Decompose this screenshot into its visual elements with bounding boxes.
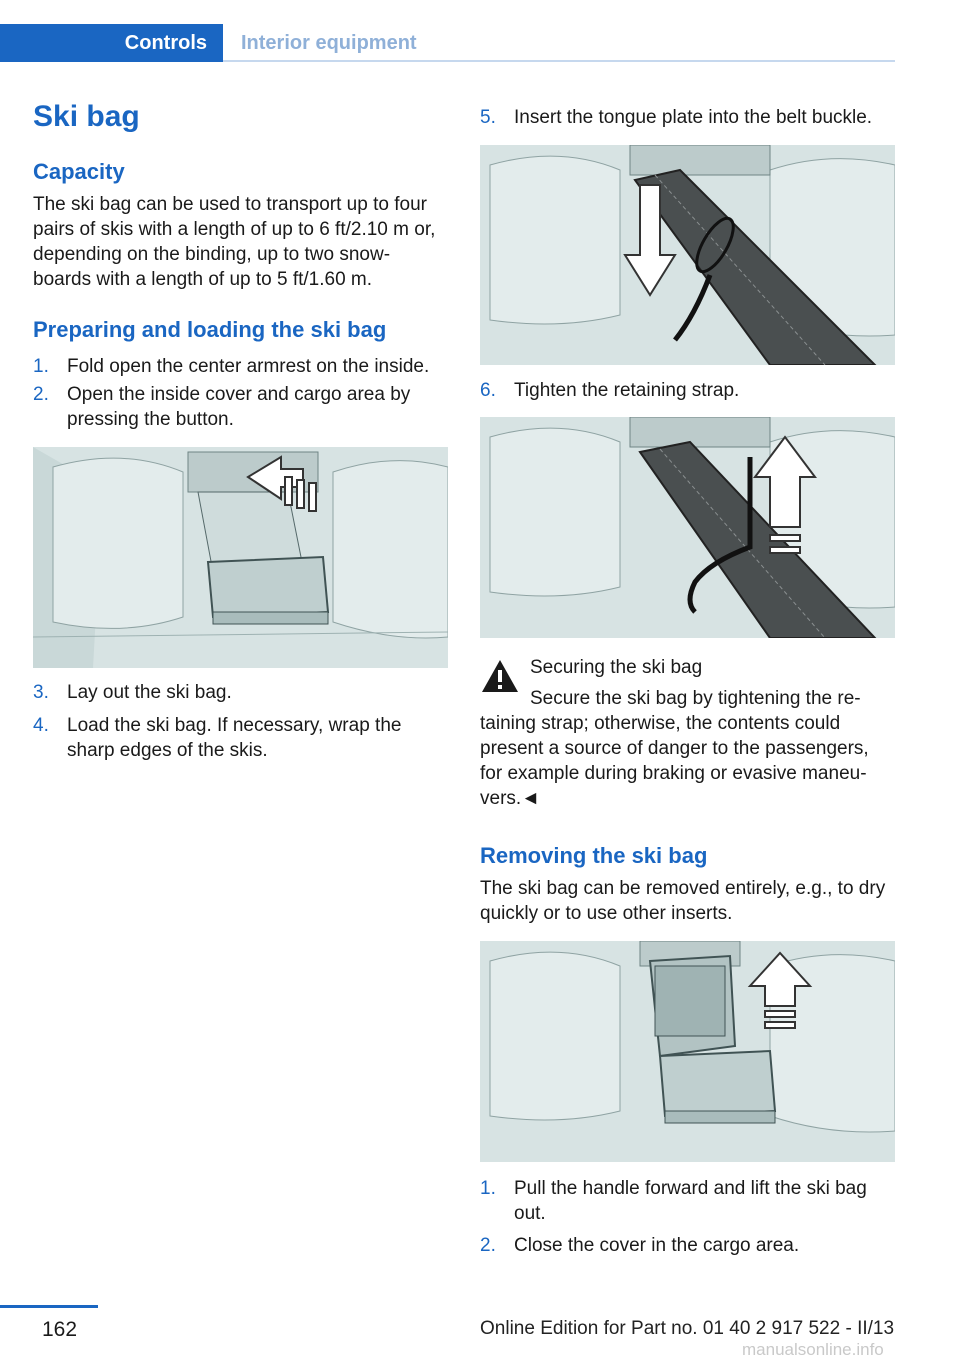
step-number: 6. [480,380,496,401]
step-number: 3. [33,682,49,703]
text-line: The ski bag can be used to transport up to four [33,194,427,215]
text-line: taining strap; otherwise, the contents could [480,713,841,734]
step-number: 2. [480,1235,496,1256]
list-item [33,713,433,763]
illustration-tighten-strap [480,417,895,638]
edition-note: Online Edition for Part no. 01 40 2 917 522 - II/13 [480,1318,895,1339]
header-divider [223,60,895,62]
list-item [33,382,433,432]
capacity-text [33,192,453,292]
removing-text [480,876,900,926]
preparing-heading: Preparing and loading the ski bag [33,317,387,342]
illustration-remove-ski-bag [480,941,895,1162]
section-tab-interior-equipment[interactable]: Interior equipment [241,31,417,54]
section-tab-controls[interactable]: Controls [0,24,223,62]
step-text: Open the inside cover and cargo area by pressing the button. [67,384,411,430]
step-number: 1. [33,356,49,377]
illustration-insert-tongue-plate [480,145,895,365]
text-line: pairs of skis with a length of up to 6 ft/2.10 m or, [33,219,436,240]
text-line: present a source of danger to the passengers, [480,738,869,759]
list-item [33,680,453,705]
step-text: Lay out the ski bag. [67,682,232,703]
page-title: Ski bag [33,100,140,133]
text-line: quickly or to use other inserts. [480,903,733,924]
text-line: boards with a length of up to 5 ft/1.60 m. [33,269,373,290]
step-text: Close the cover in the cargo area. [514,1235,800,1256]
step-number: 5. [480,107,496,128]
step-text: Load the ski bag. If necessary, wrap the sharp edges of the skis. [67,715,402,761]
list-item [480,378,900,403]
watermark: manualsonline.info [742,1340,884,1359]
removing-heading: Removing the ski bag [480,843,708,868]
warning-triangle-icon [481,658,519,699]
step-text: Fold open the center armrest on the inside. [67,356,430,377]
list-item [480,105,900,130]
list-item [480,1176,890,1226]
step-text: Pull the handle forward and lift the ski bag out. [514,1178,867,1224]
page-number: 162 [42,1318,78,1341]
warning-title: Securing the ski bag [530,657,703,678]
text-line: vers.◄ [480,788,540,809]
list-item [33,354,453,379]
text-line: depending on the binding, up to two snow‐ [33,244,391,265]
warning-text-first: Secure the ski bag by tightening the re‐ [530,688,861,709]
step-text: Insert the tongue plate into the belt buckle. [514,107,873,128]
page-header [0,0,960,62]
footer-divider [0,1305,98,1308]
step-text: Tighten the retaining strap. [514,380,740,401]
list-item [480,1233,900,1258]
text-line: The ski bag can be removed entirely, e.g., to dry [480,878,886,899]
step-number: 1. [480,1178,496,1199]
capacity-heading: Capacity [33,159,125,184]
step-number: 4. [33,715,49,736]
step-number: 2. [33,384,49,405]
warning-text [480,711,900,811]
illustration-armrest-open [33,447,448,668]
text-line: for example during braking or evasive maneu‐ [480,763,867,784]
